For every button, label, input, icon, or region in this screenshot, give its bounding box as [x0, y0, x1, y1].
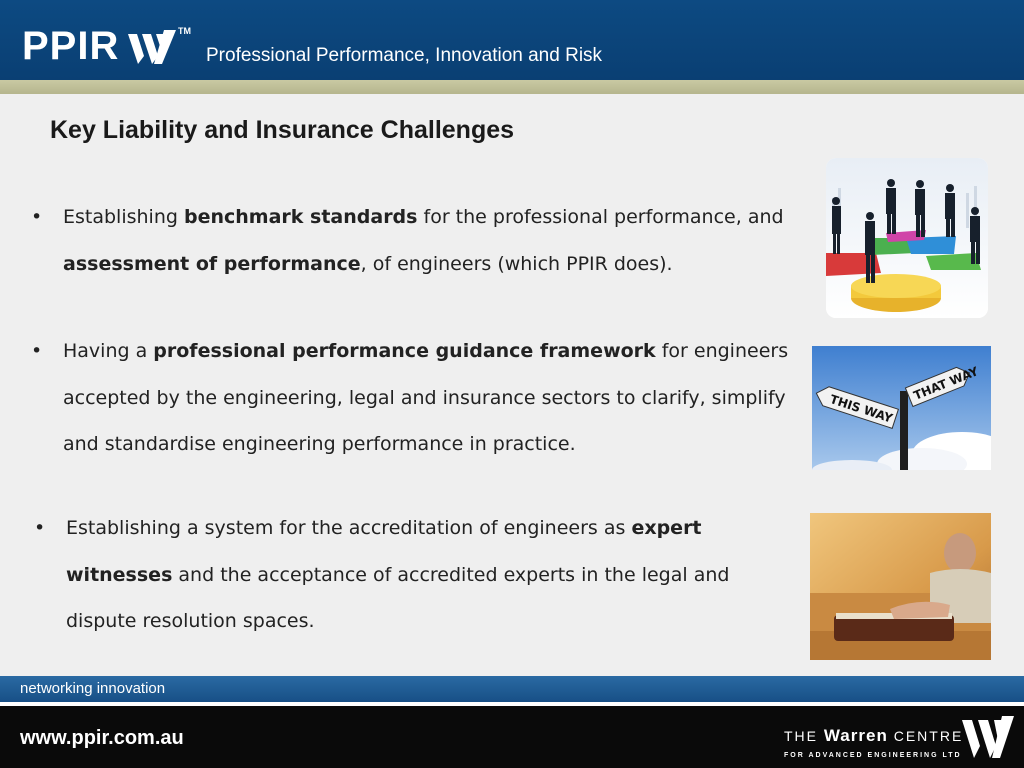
bullet-dot: • [31, 206, 43, 228]
header-stripe [0, 80, 1024, 94]
warren-centre-subtitle: FOR ADVANCED ENGINEERING LTD [784, 752, 962, 759]
warren-centre-w-logo-icon [962, 716, 1014, 764]
signpost-image [812, 346, 991, 470]
bold-phrase: expert witnesses [66, 517, 702, 586]
bold-phrase: benchmark standards [183, 206, 418, 228]
that-way-label: THAT WAY [911, 364, 981, 403]
this-way-label: THIS WAY [828, 392, 895, 426]
trademark-label: TM [178, 26, 191, 36]
warren-centre-logo-text: THE Warren CENTRE [784, 726, 964, 745]
header-tagline: Professional Performance, Innovation and Risk [206, 45, 603, 66]
ppir-logo-text: PPIR [22, 24, 120, 68]
footer-band-text: networking innovation [20, 680, 166, 697]
slide-title: Key Liability and Insurance Challenges [50, 116, 515, 144]
bullet-guidance-framework: • Having a professional performance guidance framework for engineers accepted by the engineering, legal and insurance sectors to clarify, simplify and standardise engineering performance in practice. [63, 328, 803, 468]
ppir-w-logo-icon [128, 30, 178, 68]
bullet-dot: • [31, 340, 43, 362]
bullet-expert-witnesses: • Establishing a system for the accreditation of engineers as expert witnesses and the acceptance of accredited experts in the legal and dispute resolution spaces. [66, 505, 796, 645]
bold-phrase: professional performance guidance framework [153, 340, 656, 362]
business-team-pie-image [826, 158, 988, 318]
bullet-benchmark-standards: • Establishing benchmark standards for the professional performance, and assessment of performance, of engineers (which PPIR does). [63, 194, 803, 287]
bold-phrase: assessment of performance [63, 252, 361, 275]
bullet-dot: • [34, 517, 46, 539]
courtroom-oath-image [810, 513, 991, 660]
website-link[interactable]: www.ppir.com.au [20, 727, 184, 749]
